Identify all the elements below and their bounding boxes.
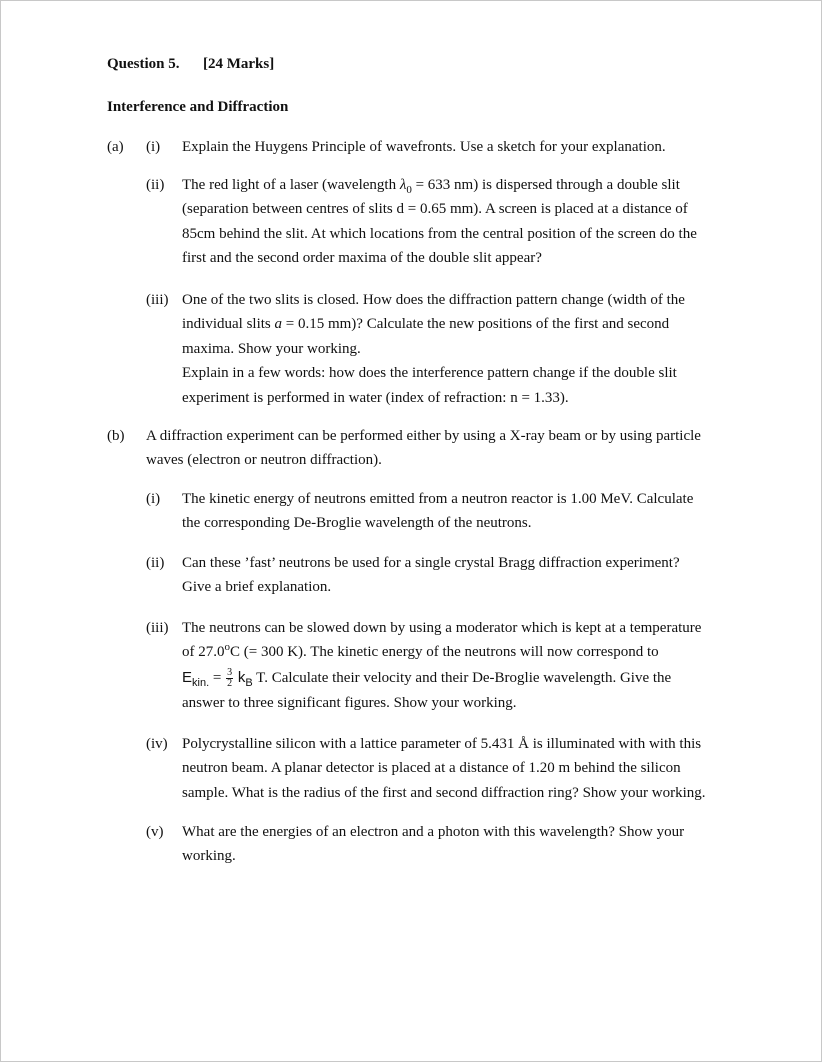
part-b-iii-line-2: of 27.0$^o$C (= 300 K). The kinetic energy of the neutrons will now correspond to [182, 641, 659, 660]
part-b-iii-line-4: answer to three significant figures. Show your working. [182, 694, 517, 711]
part-a-ii-line-4: first and the second order maxima of the double slit appear? [182, 250, 542, 266]
lambda-symbol: λ [399, 176, 407, 193]
part-a-ii-line-2: (separation between centres of slits d = 0.65 mm). A screen is placed at a distance of [182, 201, 688, 217]
part-b-iv-line-2: neutron beam. A planar detector is placed at a distance of 1.20 m behind the silicon [182, 760, 681, 776]
part-a-iii-line-5: experiment is performed in water (index of refraction: n = 1.33). [182, 389, 569, 406]
part-b-v-line-1: What are the energies of an electron and a photon with this wavelength? Show your [182, 823, 685, 840]
part-b-i-text [182, 487, 693, 536]
part-b-iv-label: (iv) [146, 736, 168, 752]
part-b-intro-line-1: A diffraction experiment can be performed either by using a X-ray beam or by using particle [146, 427, 701, 444]
part-b-intro [146, 424, 701, 473]
part-a-ii-line-1: The red light of a laser (wavelength $\lambda_0 = 633$ nm) is dispersed through a double slit [182, 176, 680, 196]
part-b-ii-text [182, 551, 680, 600]
part-a-ii-text [182, 173, 697, 271]
part-a-iii-text [182, 288, 685, 411]
question-marks: [24 Marks] [203, 56, 275, 72]
part-b-ii-line-2: Give a brief explanation. [182, 579, 332, 595]
part-a-i-label: (i) [146, 139, 161, 155]
section-title: Interference and Diffraction [107, 99, 289, 115]
part-b-iii-text [182, 616, 701, 716]
part-b-iv-line-3: sample. What is the radius of the first and second diffraction ring? Show your working. [182, 784, 706, 801]
part-b-iii-line-1: The neutrons can be slowed down by using a moderator which is kept at a temperature [182, 619, 702, 636]
part-b-iv-line-1: Polycrystalline silicon with a lattice parameter of 5.431 Å is illuminated with with this [182, 735, 702, 752]
part-b-i-label: (i) [146, 491, 161, 507]
part-a-iii-label: (iii) [146, 292, 169, 308]
part-b-i-line-2: the corresponding De-Broglie wavelength of the neutrons. [182, 515, 532, 531]
part-a-ii-line-3: 85cm behind the slit. At which locations from the central position of the screen do the [182, 225, 697, 242]
part-a-i-line: Explain the Huygens Principle of wavefronts. Use a sketch for your explanation. [182, 138, 666, 155]
part-b-i-line-1: The kinetic energy of neutrons emitted from a neutron reactor is 1.00 MeV. Calculate [182, 490, 694, 507]
part-b-iv-text [182, 732, 706, 806]
part-b-intro-line-2: waves (electron or neutron diffraction). [146, 452, 382, 468]
part-b-ii-line-1: Can these ’fast’ neutrons be used for a single crystal Bragg diffraction experiment? [182, 554, 680, 571]
part-b-v-line-2: working. [182, 848, 236, 864]
three-halves-fraction: $\frac{3}{2}$ [227, 666, 233, 689]
question-number: Question 5. [107, 56, 180, 72]
part-a-label: (a) [107, 139, 124, 155]
part-b-label: (b) [107, 428, 125, 444]
part-b-iii-label: (iii) [146, 620, 169, 636]
part-b-v-text [182, 820, 684, 869]
part-a-ii-label: (ii) [146, 177, 165, 193]
part-a-i-text [182, 135, 666, 160]
part-a-iii-line-1: One of the two slits is closed. How does the diffraction pattern change (width of the [182, 291, 685, 308]
part-a-iii-line-4: Explain in a few words: how does the interference pattern change if the double slit [182, 365, 677, 381]
part-b-ii-label: (ii) [146, 555, 165, 571]
part-a-iii-line-3: maxima. Show your working. [182, 340, 361, 357]
part-a-iii-line-2: individual slits a = 0.15 mm)? Calculate the new positions of the first and second [182, 316, 670, 332]
part-b-iii-line-3: $E_{kin.}$ = $\frac{3}{2}$ $k_B$ T. Calculate their velocity and their De-Broglie wavelength. Give the [182, 666, 672, 689]
part-b-v-label: (v) [146, 824, 164, 840]
